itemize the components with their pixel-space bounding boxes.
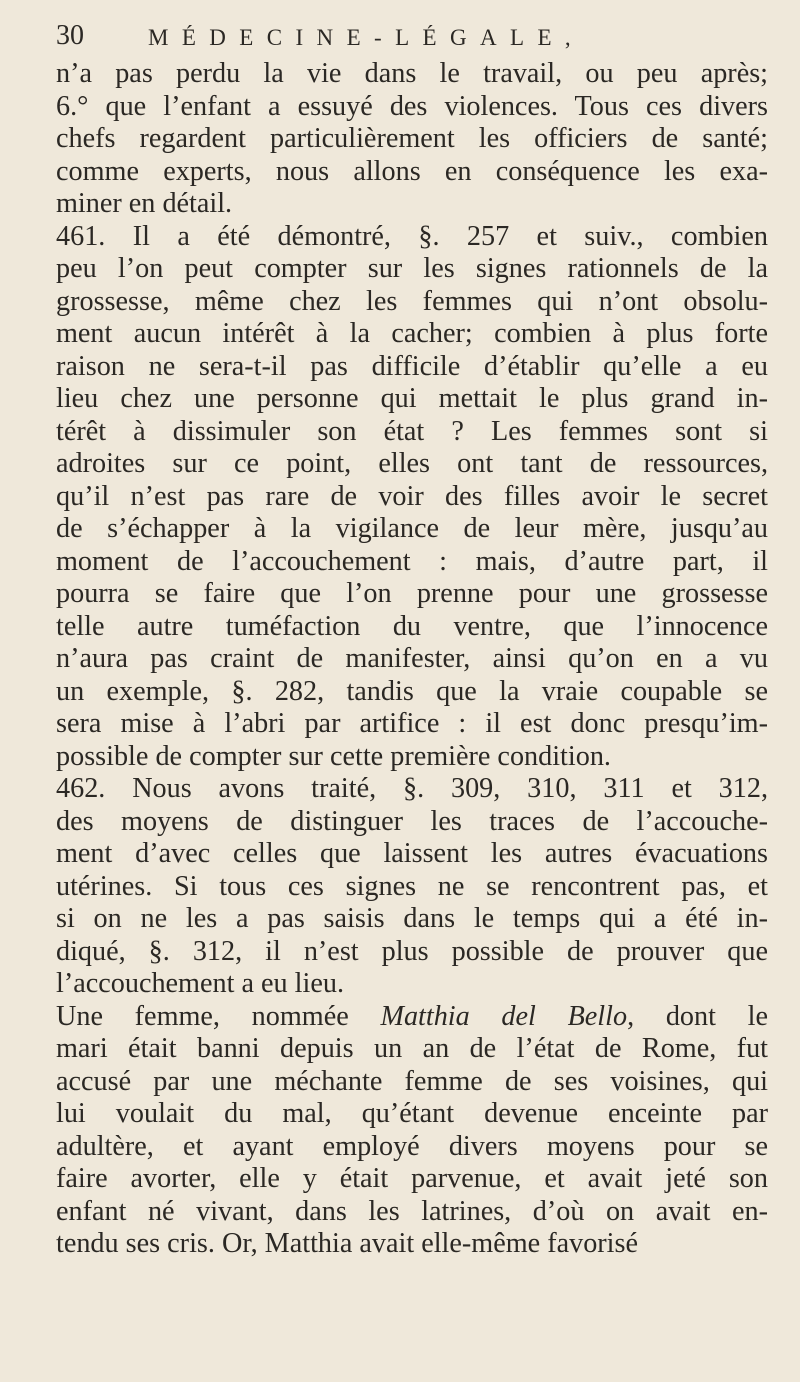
text-line: possible de compter sur cette première condition. <box>56 740 611 772</box>
text-line: adultère, et ayant employé divers moyens pour se <box>56 1130 768 1162</box>
text-line: ment d’avec celles que laissent les autres évacuations <box>56 838 768 869</box>
text-line: grossesse, même chez les femmes qui n’ont obsolu- <box>56 285 768 317</box>
text-line: diqué, §. 312, il n’est plus possible de prouver que <box>56 935 768 967</box>
text-line: qu’il n’est pas rare de voir des filles avoir le secret <box>56 480 768 512</box>
text-line: n’aura pas craint de manifester, ainsi qu’on en a vu <box>56 643 768 674</box>
paragraph <box>56 58 768 221</box>
running-head: MÉDECINE-LÉGALE, <box>148 25 585 50</box>
page-number: 30 <box>56 20 84 51</box>
text-line: ment aucun intérêt à la cacher; combien à plus forte <box>56 318 768 349</box>
text-line: 6.° que l’enfant a essuyé des violences. Tous ces divers <box>56 90 768 122</box>
text-line: des moyens de distinguer les traces de l’accouche- <box>56 805 768 837</box>
text-line: térêt à dissimuler son état ? Les femmes sont si <box>56 415 768 447</box>
text-line: telle autre tuméfaction du ventre, que l’innocence <box>56 610 768 642</box>
text-line: raison ne sera-t-il pas difficile d’établir qu’elle a eu <box>56 350 768 382</box>
page-header <box>56 8 768 58</box>
text-line: de s’échapper à la vigilance de leur mère, jusqu’au <box>56 513 768 544</box>
paragraph <box>56 221 768 774</box>
text-line: n’a pas perdu la vie dans le travail, ou peu après; <box>56 58 768 89</box>
document-page <box>56 8 768 1261</box>
text-line: mari était banni depuis un an de l’état de Rome, fut <box>56 1033 768 1064</box>
text-line: tendu ses cris. Or, Matthia avait elle-même favorisé <box>56 1228 638 1259</box>
text-line: 461. Il a été démontré, §. 257 et suiv., combien <box>56 220 768 252</box>
text-line: lui voulait du mal, qu’étant devenue enceinte par <box>56 1098 768 1129</box>
text-line: utérines. Si tous ces signes ne se rencontrent pas, et <box>56 870 768 902</box>
text-line: faire avorter, elle y était parvenue, et avait jeté son <box>56 1163 768 1194</box>
text-line: l’accouchement a eu lieu. <box>56 968 344 999</box>
text-line: moment de l’accouchement : mais, d’autre part, il <box>56 545 768 577</box>
paragraph <box>56 1001 768 1261</box>
text-line: un exemple, §. 282, tandis que la vraie coupable se <box>56 675 768 707</box>
text-line: adroites sur ce point, elles ont tant de ressources, <box>56 448 768 479</box>
text-line: miner en détail. <box>56 188 233 219</box>
text-line: 462. Nous avons traité, §. 309, 310, 311 et 312, <box>56 773 768 804</box>
text-line: sera mise à l’abri par artifice : il est donc presqu’im- <box>56 708 768 739</box>
text-line: peu l’on peut compter sur les signes rationnels de la <box>56 253 768 284</box>
text-line: accusé par une méchante femme de ses voisines, qui <box>56 1065 768 1097</box>
text-line: lieu chez une personne qui mettait le plus grand in- <box>56 383 768 414</box>
text-line: si on ne les a pas saisis dans le temps qui a été in- <box>56 903 768 934</box>
body-text <box>56 58 768 1261</box>
text-line: comme experts, nous allons en conséquence les exa- <box>56 155 768 187</box>
person-name: Matthia del Bello <box>380 1000 628 1032</box>
text-line: pourra se faire que l’on prenne pour une grossesse <box>56 578 768 609</box>
text-line: Une femme, nommée Matthia del Bello, dont le <box>56 1000 768 1032</box>
paragraph <box>56 773 768 1001</box>
text-line: enfant né vivant, dans les latrines, d’où on avait en- <box>56 1195 768 1227</box>
text-line: chefs regardent particulièrement les officiers de santé; <box>56 123 768 154</box>
